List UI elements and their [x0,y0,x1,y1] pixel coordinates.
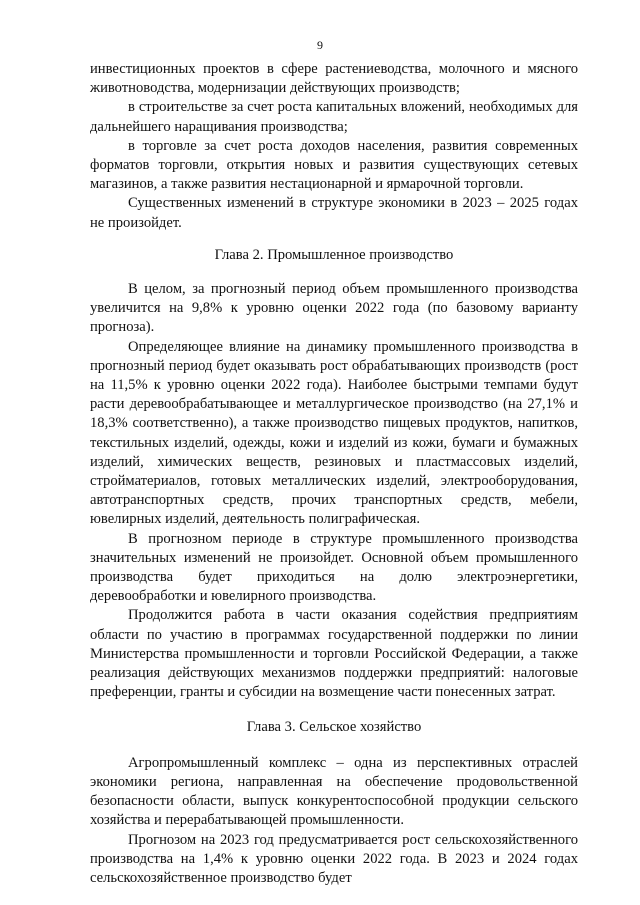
page-content [90,60,578,888]
paragraph: Определяющее влияние на динамику промышленного производства в прогнозный период будет оказывать рост обрабатывающих производств (рост на 11,5% к уровню оценки 2022 года). Наиболее быстрыми темпами будут расти деревообрабатывающее и металлургическое производство (на 27,1% и 18,3% соответственно), а также производство пищевых продуктов, напитков, текстильных изделий, одежды, кожи и изделий из кожи, бумаги и бумажных изделий, химических веществ, резиновых и пластмассовых изделий, стройматериалов, готовых металлических изделий, электрооборудования, автотранспортных средств, прочих транспортных средств, мебели, ювелирных изделий, деятельность полиграфическая. [90,338,578,528]
paragraph: Агропромышленный комплекс – одна из перспективных отраслей экономики региона, направленная на обеспечение продовольственной безопасности области, выпуск конкурентоспособной продукции сельского хозяйства и перерабатывающей промышленности. [90,754,578,829]
paragraph: Продолжится работа в части оказания содействия предприятиям области по участию в программах государственной поддержки по линии Министерства промышленности и торговли Российской Федерации, а также реализация действующих механизмов поддержки предприятий: налоговые преференции, гранты и субсидии на возмещение части понесенных затрат. [90,607,578,701]
paragraph: инвестиционных проектов в сфере растениеводства, молочного и мясного животноводства, модернизации действующих производств; [90,61,578,97]
paragraph: в строительстве за счет роста капитальных вложений, необходимых для дальнейшего наращивания производства; [90,99,578,135]
paragraph: Прогнозом на 2023 год предусматривается рост сельскохозяйственного производства на 1,4% к уровню оценки 2022 года. В 2023 и 2024 годах сельскохозяйственное производство будет [90,831,578,886]
page-number: 9 [317,38,323,52]
paragraph: Существенных изменений в структуре экономики в 2023 – 2025 годах не произойдет. [90,195,578,231]
paragraph: В целом, за прогнозный период объем промышленного производства увеличится на 9,8% к уровню оценки 2022 года (по базовому варианту прогноза). [90,281,578,336]
chapter-heading: Глава 3. Сельское хозяйство [246,718,422,735]
paragraph: В прогнозном периоде в структуре промышленного производства значительных изменений не произойдет. Основной объем промышленного производства будет приходиться на долю электроэнергетики, деревообработки и ювелирного производства. [90,530,578,605]
paragraph: в торговле за счет роста доходов населения, развития современных форматов торговли, открытия новых и развития существующих сетевых магазинов, а также развития нестационарной и ярмарочной торговли. [90,137,578,193]
chapter-heading: Глава 2. Промышленное производство [214,246,454,263]
